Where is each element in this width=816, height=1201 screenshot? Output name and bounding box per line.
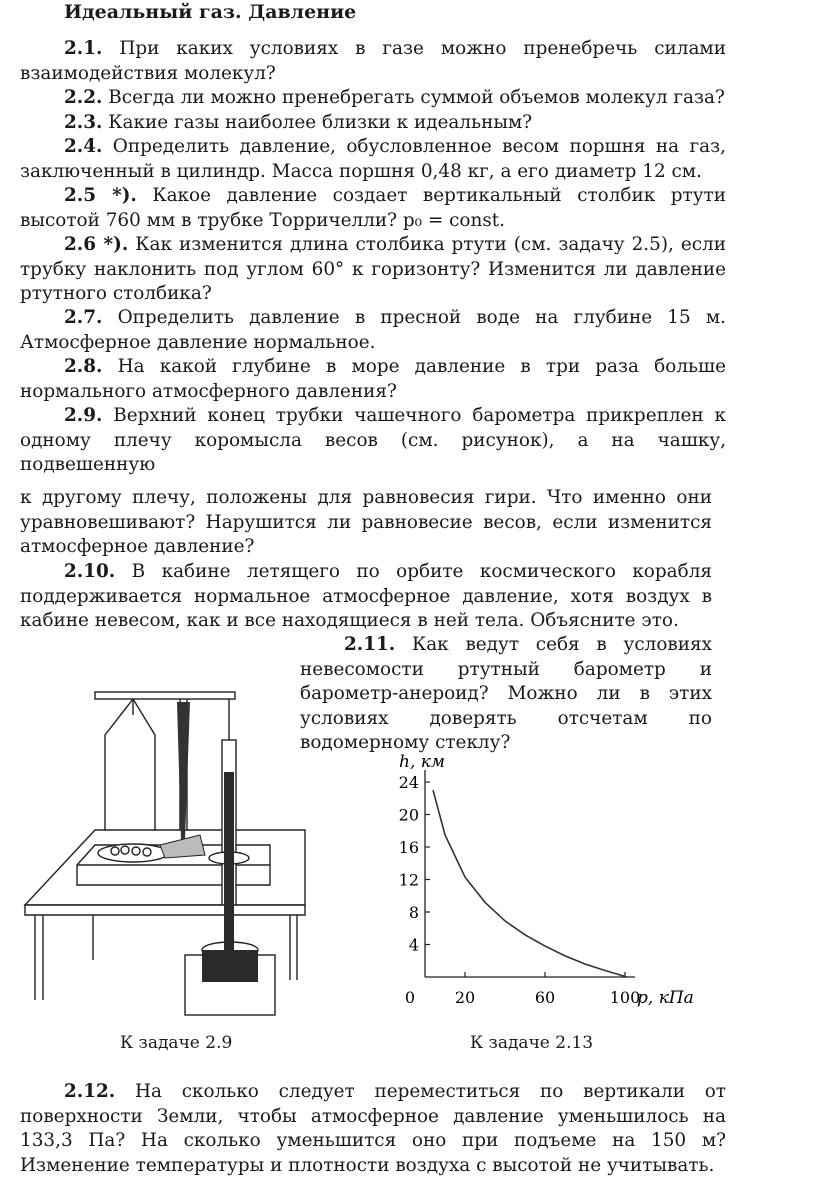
mercury-pool — [202, 950, 258, 982]
y-tick-label: 12 — [398, 870, 419, 890]
problem-text: Как изменится длина столбика ртути (см. задачу 2.5), если трубку наклонить под углом 60° к горизонту? Изменится ли давление ртутного столбика? — [20, 234, 726, 304]
table-leg-left — [35, 915, 43, 1000]
h-vs-p-curve — [433, 790, 627, 977]
y-tick-label: 20 — [398, 805, 419, 825]
problem-2-4 — [20, 135, 726, 184]
problem-2-5 — [20, 184, 726, 233]
y-tick-label: 8 — [408, 903, 419, 922]
problem-number: 2.9. — [64, 405, 103, 426]
problem-text: Как ведут себя в условиях невесомости ртутный барометр и барометр-анероид? Можно ли в этих условиях доверять отсчетам по водомерному стеклу? — [300, 634, 712, 753]
problem-2-6 — [20, 233, 726, 307]
table-leg-right — [290, 915, 297, 980]
problem-number: 2.12. — [64, 1081, 116, 1102]
problem-number: 2.4. — [64, 136, 103, 157]
problem-number: 2.3. — [64, 112, 103, 133]
problem-2-9 — [20, 404, 726, 478]
altitude-pressure-chart — [385, 745, 694, 1010]
problem-number: 2.1. — [64, 38, 103, 59]
problem-number: 2.7. — [64, 307, 103, 328]
section-title: Идеальный газ. Давление — [64, 1, 357, 23]
y-axis-label: h, км — [399, 752, 446, 772]
x-axis-label: p, кПа — [637, 988, 694, 1008]
chart-ticks — [399, 773, 641, 1007]
figure-right-caption: К задаче 2.13 — [470, 1033, 594, 1053]
balance-barometer-figure — [15, 680, 315, 1020]
x-tick-label: 100 — [609, 988, 641, 1007]
problem-text: к другому плечу, положены для равновесия гири. Что именно они уравновешивают? Нарушится ли равновесие весов, если изменится атмосферное давление? — [20, 487, 712, 557]
problem-number: 2.11. — [344, 634, 396, 655]
y-tick-label: 16 — [398, 838, 419, 857]
problem-text: Определить давление в пресной воде на глубине 15 м. Атмосферное давление нормальное. — [20, 307, 726, 353]
y-tick-label: 24 — [398, 773, 419, 792]
problem-number: 2.2. — [64, 87, 103, 108]
problem-2-8 — [20, 355, 726, 404]
problem-text: В кабине летящего по орбите космического корабля поддерживается нормальное атмосферное давление, хотя воздух в кабине невесом, как и все находящиеся в ней тела. Объясните это. — [20, 561, 712, 631]
problem-2-9-continued — [20, 486, 712, 560]
problem-2-2 — [20, 86, 726, 111]
figure-left-caption: К задаче 2.9 — [120, 1033, 233, 1053]
problem-text: Какое давление создает вертикальный столбик ртути высотой 760 мм в трубке Торричелли? p₀ = const. — [20, 185, 726, 231]
problem-text: На сколько следует переместиться по вертикали от поверхности Земли, чтобы атмосферное давление уменьшилось на 133,3 Па? На сколько уменьшится оно при подъеме на 150 м? Изменение температуры и плотности воздуха с высотой не учитывать. — [20, 1081, 726, 1176]
problem-text: Всегда ли можно пренебрегать суммой объемов молекул газа? — [108, 87, 725, 108]
problem-2-11 — [300, 633, 712, 756]
mercury-column — [224, 772, 234, 972]
problem-number: 2.6 *). — [64, 234, 129, 255]
balance-beam — [95, 692, 235, 699]
problem-number: 2.8. — [64, 356, 103, 377]
problem-text: При каких условиях в газе можно пренебречь силами взаимодействия молекул? — [20, 38, 726, 84]
problem-2-7 — [20, 306, 726, 355]
x-tick-label: 0 — [404, 988, 416, 1007]
problem-text: Определить давление, обусловленное весом поршня на газ, заключенный в цилиндр. Масса поршня 0,48 кг, а его диаметр 12 см. — [20, 136, 726, 182]
x-tick-label: 60 — [534, 988, 556, 1007]
problem-number: 2.5 *). — [64, 185, 137, 206]
problem-number: 2.10. — [64, 561, 116, 582]
problem-text: Верхний конец трубки чашечного барометра прикреплен к одному плечу коромысла весов (см. рисунок), а на чашку, подвешенную — [20, 405, 726, 475]
chart-axes — [425, 770, 635, 977]
table-edge — [25, 905, 305, 915]
pointer-needle — [177, 702, 190, 840]
problem-2-3 — [20, 111, 726, 136]
problem-text: На какой глубине в море давление в три раза больше нормального атмосферного давления? — [20, 356, 726, 402]
problem-text: Какие газы наиболее близки к идеальным? — [108, 112, 533, 133]
problem-2-12 — [20, 1080, 726, 1178]
problem-2-1 — [20, 37, 726, 86]
x-tick-label: 20 — [454, 988, 476, 1007]
problem-2-10 — [20, 560, 712, 634]
y-tick-label: 4 — [408, 935, 419, 955]
